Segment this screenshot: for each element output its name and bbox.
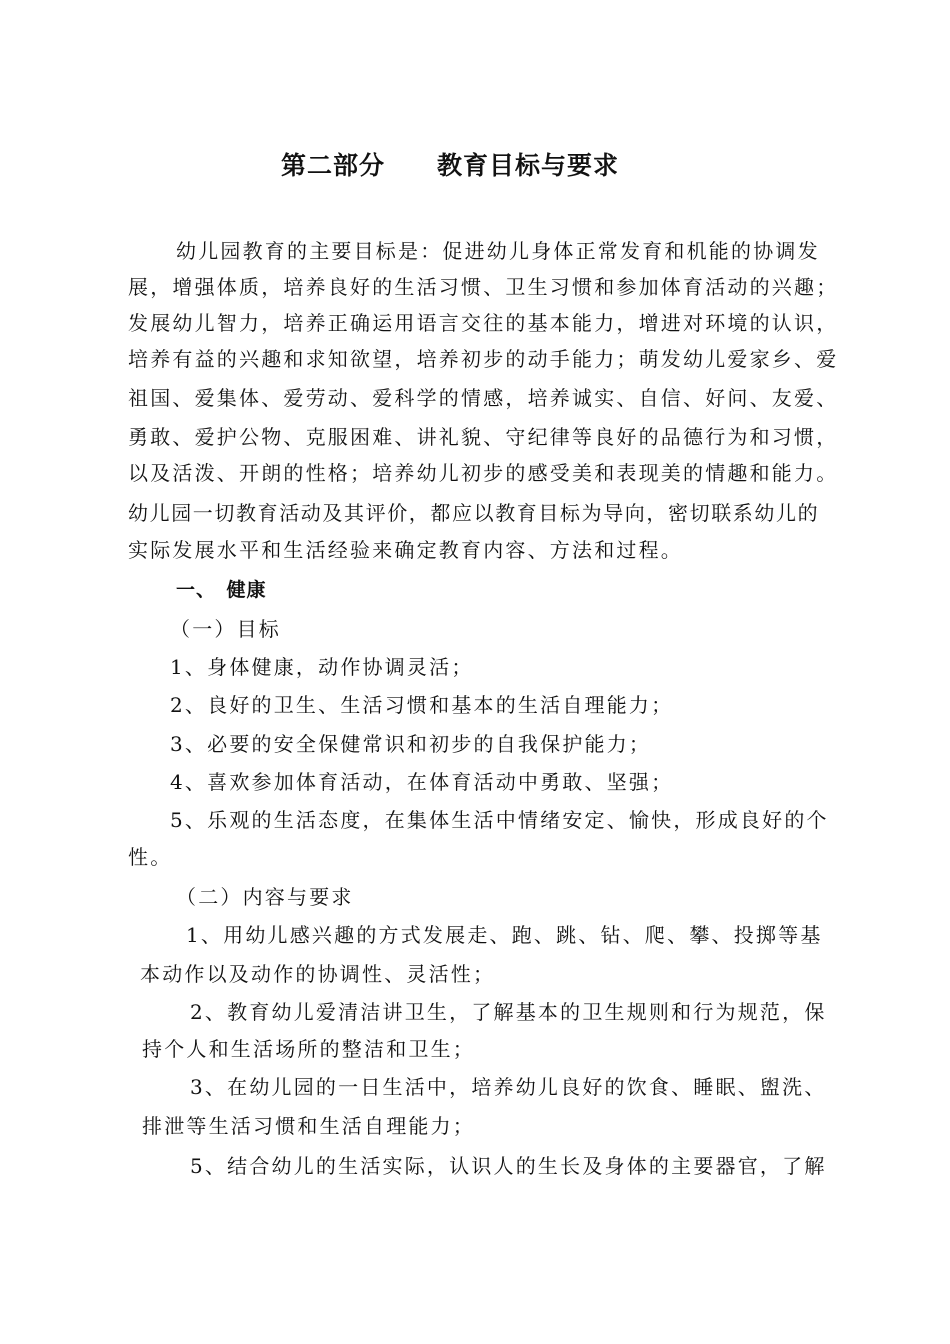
subsection-heading-goals: （一）目标 [170, 617, 281, 641]
subsection-heading-content: （二）内容与要求 [176, 885, 354, 909]
intro-paragraph-line: 发展幼儿智力，培养正确运用语言交往的基本能力，增进对环境的认识， [128, 311, 839, 335]
goal-item: 3、必要的安全保健常识和初步的自我保护能力； [170, 732, 652, 756]
intro-paragraph-line: 以及活泼、开朗的性格；培养幼儿初步的感受美和表现美的情趣和能力。 [128, 461, 839, 485]
intro-paragraph-line: 勇敢、爱护公物、克服困难、讲礼貌、守纪律等良好的品德行为和习惯， [128, 425, 839, 449]
requirement-item: 1、用幼儿感兴趣的方式发展走、跑、跳、钻、爬、攀、投掷等基 [186, 923, 823, 947]
goal-item-continuation: 性。 [128, 845, 173, 869]
intro-paragraph-line: 幼儿园一切教育活动及其评价，都应以教育目标为导向，密切联系幼儿的 [128, 501, 820, 525]
goal-item: 1、身体健康，动作协调灵活； [170, 655, 474, 679]
intro-paragraph-line: 展，增强体质，培养良好的生活习惯、卫生习惯和参加体育活动的兴趣； [128, 275, 839, 299]
requirement-item-continuation: 排泄等生活习惯和生活自理能力； [142, 1114, 475, 1138]
intro-paragraph-line: 祖国、爱集体、爱劳动、爱科学的情感，培养诚实、自信、好问、友爱、 [128, 386, 839, 410]
requirement-item: 3、在幼儿园的一日生活中，培养幼儿良好的饮食、睡眠、盥洗、 [190, 1075, 827, 1099]
goal-item: 4、喜欢参加体育活动，在体育活动中勇敢、坚强； [170, 770, 674, 794]
requirement-item: 5、结合幼儿的生活实际，认识人的生长及身体的主要器官，了解 [190, 1154, 827, 1178]
requirement-item-continuation: 本动作以及动作的协调性、灵活性； [140, 962, 496, 986]
page-title: 第二部分 教育目标与要求 [280, 151, 619, 180]
section-heading-health: 一、 健康 [176, 579, 267, 601]
intro-paragraph-line: 幼儿园教育的主要目标是：促进幼儿身体正常发育和机能的协调发 [176, 239, 820, 263]
intro-paragraph-line: 培养有益的兴趣和求知欲望，培养初步的动手能力；萌发幼儿爱家乡、爱 [128, 347, 839, 371]
goal-item: 2、良好的卫生、生活习惯和基本的生活自理能力； [170, 693, 674, 717]
goal-item: 5、乐观的生活态度，在集体生活中情绪安定、愉快，形成良好的个 [170, 808, 829, 832]
requirement-item: 2、教育幼儿爱清洁讲卫生，了解基本的卫生规则和行为规范，保 [190, 1000, 827, 1024]
intro-paragraph-line: 实际发展水平和生活经验来确定教育内容、方法和过程。 [128, 538, 683, 562]
requirement-item-continuation: 持个人和生活场所的整洁和卫生； [142, 1037, 475, 1061]
